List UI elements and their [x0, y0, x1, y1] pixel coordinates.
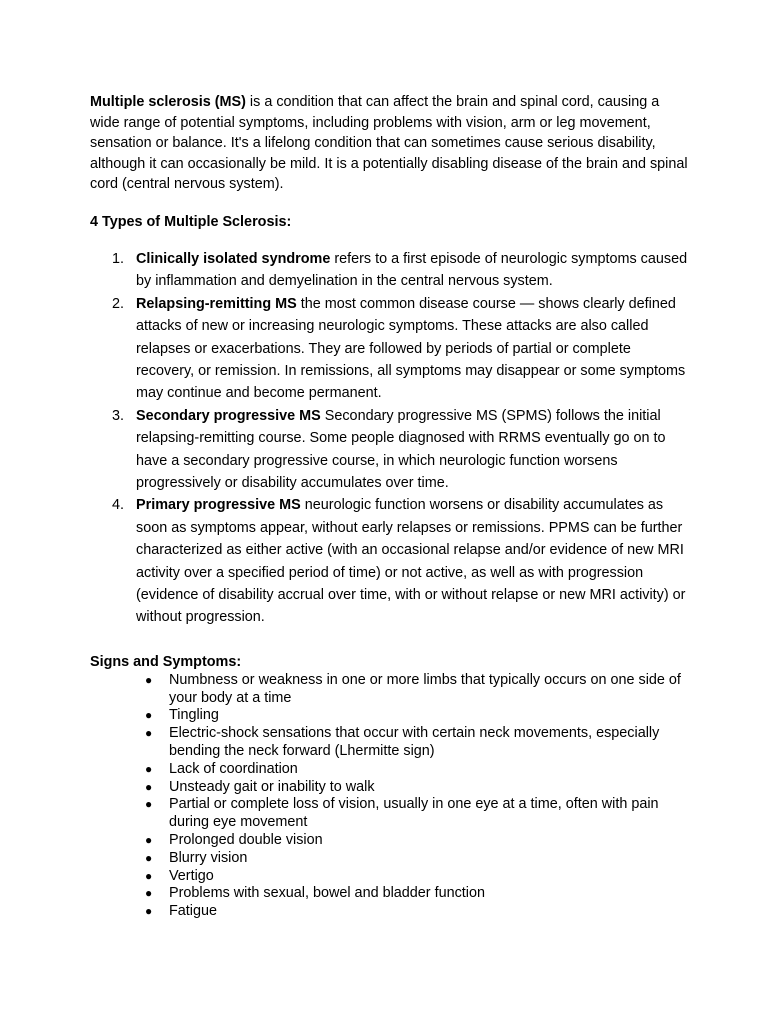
- symptom-text: Partial or complete loss of vision, usually in one eye at a time, often with pain during eye movement: [169, 796, 659, 831]
- symptom-text: Unsteady gait or inability to walk: [169, 778, 375, 795]
- intro-text: is a condition that can affect the brain and spinal cord, causing a wide range of potential symptoms, including problems with vision, arm or leg movement, sensation or balance. It's a lifelong condition that can sometimes cause serious disability, although it can occasionally be mild. It is a potentially disabling disease of the brain and spinal cord (central nervous system).: [90, 94, 688, 193]
- type-term: Relapsing-remitting MS: [136, 295, 297, 312]
- symptom-item: [90, 761, 690, 779]
- types-list: [90, 248, 690, 629]
- type-term: Secondary progressive MS: [136, 407, 321, 424]
- bullet-icon: ●: [145, 904, 153, 919]
- symptom-text: Blurry vision: [169, 849, 248, 866]
- types-heading: 4 Types of Multiple Sclerosis:: [90, 213, 292, 230]
- type-number: 3.: [112, 407, 125, 424]
- bullet-icon: ●: [145, 868, 153, 883]
- symptom-text: Problems with sexual, bowel and bladder function: [169, 885, 485, 902]
- bullet-icon: ●: [145, 833, 153, 848]
- symptom-text: Numbness or weakness in one or more limbs that typically occurs on one side of your body at a time: [169, 671, 681, 706]
- bullet-icon: ●: [145, 672, 153, 687]
- symptom-item: [90, 868, 690, 886]
- intro-term: Multiple sclerosis (MS): [90, 94, 246, 110]
- symptom-item: [90, 832, 690, 850]
- document-page: [90, 92, 690, 921]
- type-term: Primary progressive MS: [136, 497, 301, 514]
- type-item: [90, 248, 690, 293]
- bullet-icon: ●: [145, 850, 153, 865]
- symptom-item: [90, 779, 690, 797]
- type-description: Secondary progressive MS (SPMS) follows the initial relapsing-remitting course. Some people diagnosed with RRMS eventually go on to have a secondary progressive course, in which neurologic function worsens progressively or disability accumulates over time.: [136, 407, 666, 492]
- bullet-icon: ●: [145, 708, 153, 723]
- symptom-item: [90, 672, 690, 708]
- type-number: 1.: [112, 250, 125, 267]
- symptom-item: [90, 707, 690, 725]
- type-description: refers to a first episode of neurologic symptoms caused by inflammation and demyelination in the central nervous system.: [136, 250, 688, 290]
- type-term: Clinically isolated syndrome: [136, 250, 331, 267]
- symptom-item: [90, 903, 690, 921]
- symptom-text: Prolonged double vision: [169, 832, 323, 849]
- type-number: 4.: [112, 497, 125, 514]
- bullet-icon: ●: [145, 797, 153, 812]
- symptom-text: Electric-shock sensations that occur with certain neck movements, especially bending the neck forward (Lhermitte sign): [169, 725, 660, 760]
- symptom-text: Fatigue: [169, 903, 217, 920]
- type-description: the most common disease course — shows clearly defined attacks of new or increasing neurologic symptoms. These attacks are also called relapses or exacerbations. They are followed by periods of partial or complete recovery, or remission. In remissions, all symptoms may disappear or some symptoms may continue and become permanent.: [136, 295, 686, 402]
- type-description: neurologic function worsens or disability accumulates as soon as symptoms appear, without early relapses or remissions. PPMS can be further characterized as either active (with an occasional relapse and/or evidence of new MRI activity over a specified period of time) or not active, as well as with progression (evidence of disability accrual over time, with or without relapse or new MRI activity) or without progression.: [136, 497, 686, 626]
- intro-paragraph: [90, 92, 690, 195]
- symptom-item: [90, 885, 690, 903]
- type-number: 2.: [112, 295, 125, 312]
- symptoms-list: [90, 672, 690, 921]
- type-item: [90, 293, 690, 405]
- bullet-icon: ●: [145, 779, 153, 794]
- symptom-text: Lack of coordination: [169, 760, 298, 777]
- bullet-icon: ●: [145, 761, 153, 776]
- symptom-text: Vertigo: [169, 867, 214, 884]
- signs-heading: Signs and Symptoms:: [90, 653, 242, 670]
- symptom-item: [90, 850, 690, 868]
- type-item: [90, 494, 690, 628]
- bullet-icon: ●: [145, 726, 153, 741]
- type-item: [90, 405, 690, 495]
- symptom-item: [90, 725, 690, 761]
- bullet-icon: ●: [145, 886, 153, 901]
- symptom-text: Tingling: [169, 707, 219, 724]
- symptom-item: [90, 796, 690, 832]
